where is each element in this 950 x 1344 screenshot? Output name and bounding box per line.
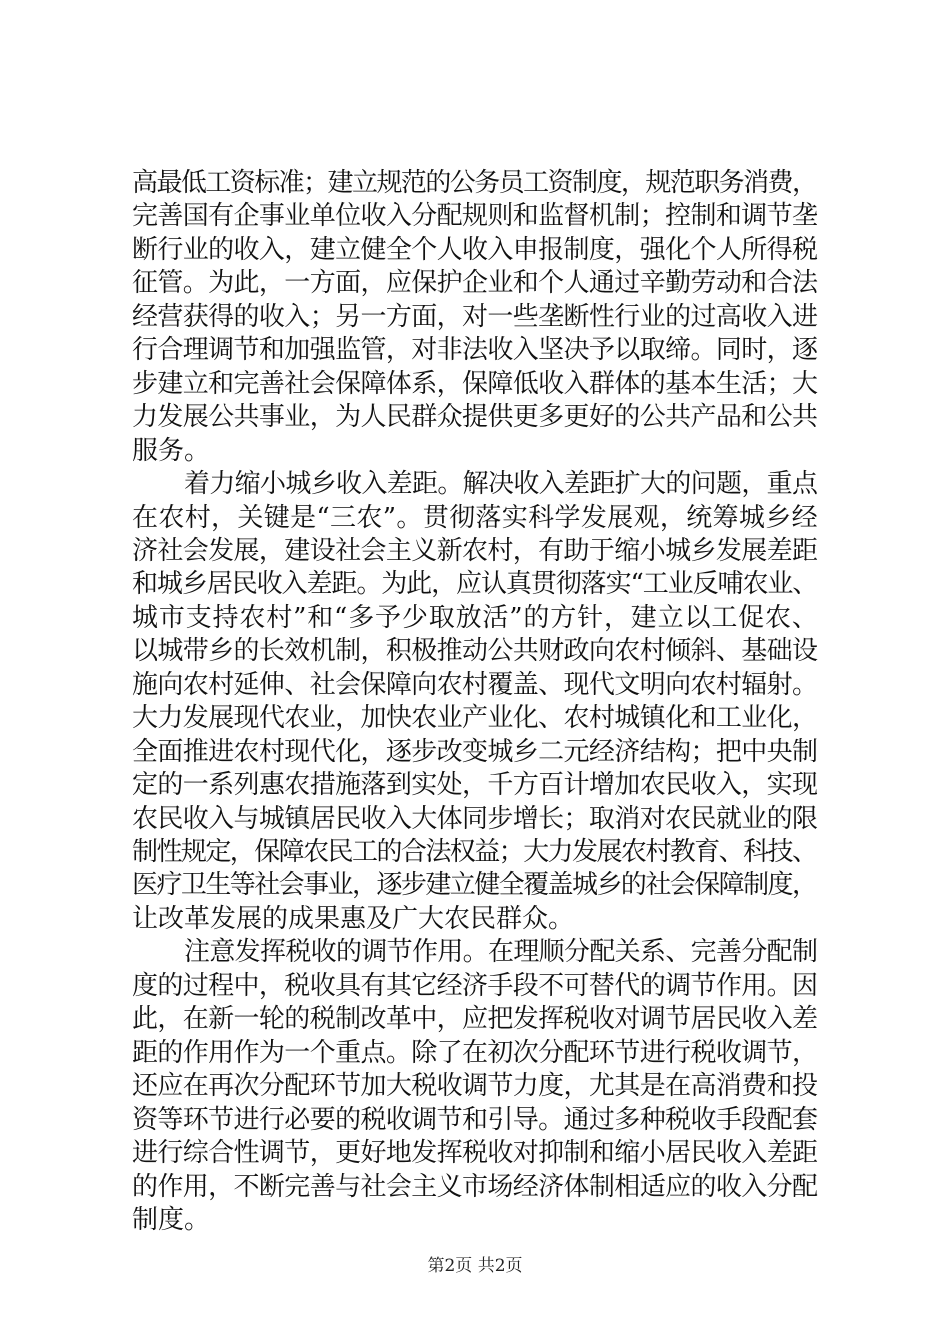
- text-line: 度的过程中，税收具有其它经济手段不可替代的调节作用。因: [132, 970, 818, 1001]
- page-footer: 第2页 共2页: [427, 1256, 523, 1276]
- text-line: 让改革发展的成果惠及广大农民群众。: [132, 903, 575, 934]
- text-line: 经营获得的收入；另一方面，对一些垄断性行业的过高收入进: [132, 301, 818, 332]
- text-line: 农民收入与城镇居民收入大体同步增长；取消对农民就业的限: [132, 803, 818, 834]
- text-line: 此，在新一轮的税制改革中，应把发挥税收对调节居民收入差: [132, 1004, 818, 1035]
- text-line: 服务。: [132, 435, 211, 466]
- text-line: 距的作用作为一个重点。除了在初次分配环节进行税收调节，: [132, 1037, 818, 1068]
- text-line: 施向农村延伸、社会保障向农村覆盖、现代文明向农村辐射。: [132, 669, 818, 700]
- text-line: 的作用，不断完善与社会主义市场经济体制相适应的收入分配: [132, 1171, 818, 1202]
- text-line: 全面推进农村现代化，逐步改变城乡二元经济结构；把中央制: [132, 736, 818, 767]
- text-line: 注意发挥税收的调节作用。在理顺分配关系、完善分配制: [184, 937, 818, 968]
- text-line: 完善国有企事业单位收入分配规则和监督机制；控制和调节垄: [132, 201, 818, 232]
- text-line: 断行业的收入，建立健全个人收入申报制度，强化个人所得税: [132, 234, 818, 265]
- text-line: 制度。: [132, 1204, 211, 1235]
- text-line: 资等环节进行必要的税收调节和引导。通过多种税收手段配套: [132, 1104, 818, 1135]
- text-line: 大力发展现代农业，加快农业产业化、农村城镇化和工业化，: [132, 703, 818, 734]
- text-line: 进行综合性调节，更好地发挥税收对抑制和缩小居民收入差距: [132, 1138, 818, 1169]
- text-line: 行合理调节和加强监管，对非法收入坚决予以取缔。同时，逐: [132, 335, 818, 366]
- text-line: 以城带乡的长效机制，积极推动公共财政向农村倾斜、基础设: [132, 636, 818, 667]
- text-line: 在农村，关键是“三农”。贯彻落实科学发展观，统筹城乡经: [132, 502, 818, 533]
- text-line: 和城乡居民收入差距。为此，应认真贯彻落实“工业反哺农业、: [132, 569, 818, 600]
- text-line: 征管。为此，一方面，应保护企业和个人通过辛勤劳动和合法: [132, 268, 818, 299]
- text-line: 济社会发展，建设社会主义新农村，有助于缩小城乡发展差距: [132, 535, 818, 566]
- text-line: 步建立和完善社会保障体系，保障低收入群体的基本生活；大: [132, 368, 818, 399]
- text-line: 医疗卫生等社会事业，逐步建立健全覆盖城乡的社会保障制度，: [132, 870, 817, 901]
- text-line: 城市支持农村”和“多予少取放活”的方针，建立以工促农、: [132, 602, 819, 633]
- text-line: 制性规定，保障农民工的合法权益；大力发展农村教育、科技、: [132, 837, 817, 867]
- text-line: 力发展公共事业，为人民群众提供更多更好的公共产品和公共: [132, 402, 818, 433]
- text-line: 定的一系列惠农措施落到实处，千方百计增加农民收入，实现: [132, 770, 818, 801]
- text-line: 还应在再次分配环节加大税收调节力度，尤其是在高消费和投: [132, 1071, 818, 1102]
- text-line: 着力缩小城乡收入差距。解决收入差距扩大的问题，重点: [184, 469, 818, 500]
- text-line: 高最低工资标准；建立规范的公务员工资制度，规范职务消费，: [132, 168, 817, 198]
